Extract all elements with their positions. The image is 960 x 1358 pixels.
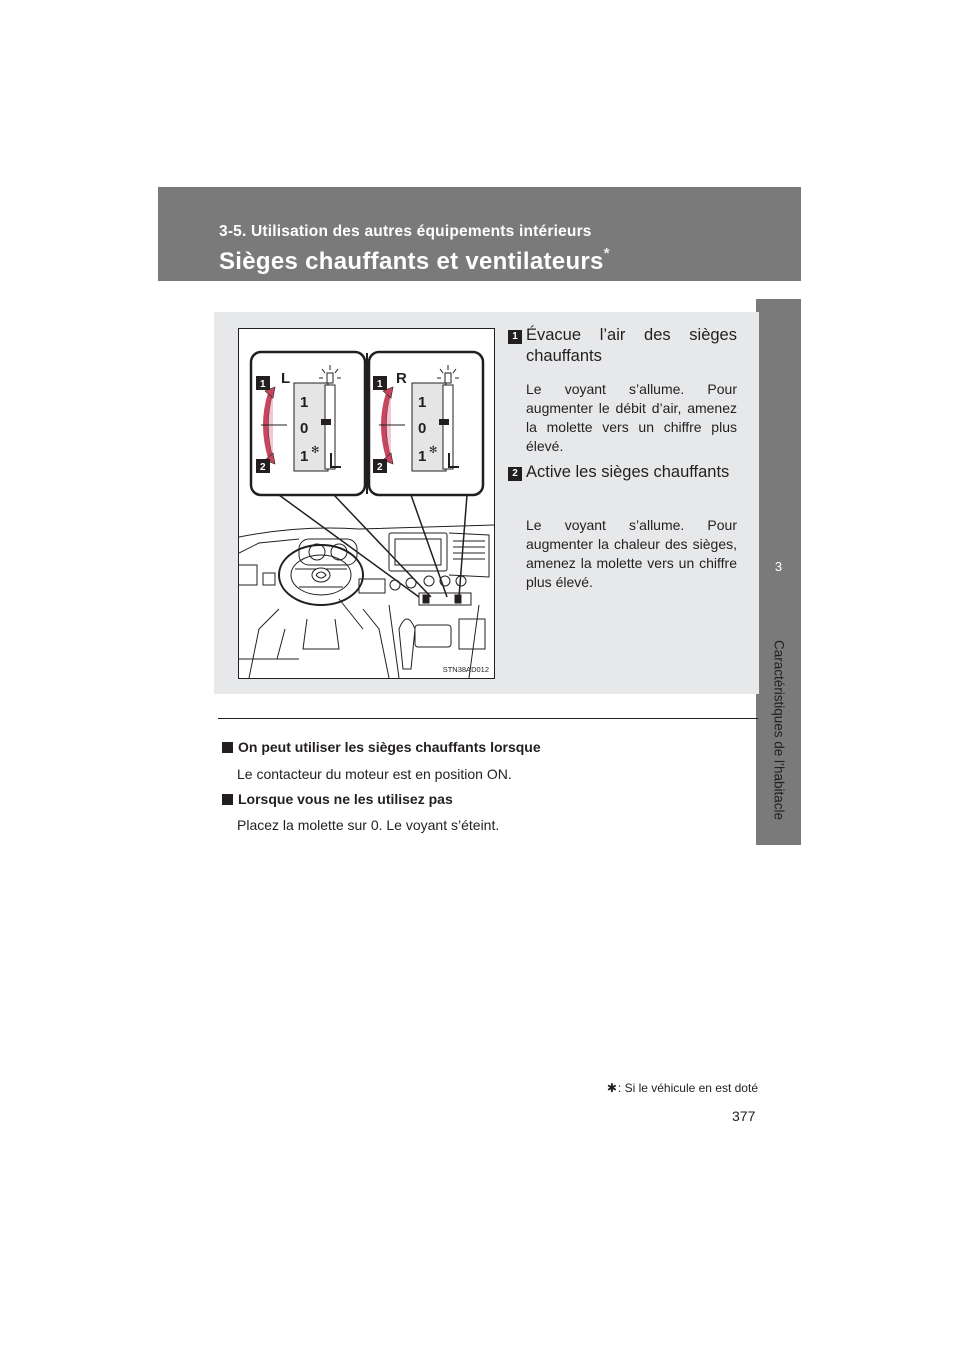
seat-heater-illustration — [238, 328, 495, 679]
callout-marker-2: 2 — [508, 467, 522, 481]
left-dial-label-top: 1 — [300, 394, 309, 411]
dashboard-drawing — [239, 525, 494, 678]
right-dial-label-middle: 0 — [418, 420, 427, 437]
section-divider — [218, 718, 758, 719]
section-label: 3-5. Utilisation des autres équipements intérieurs — [219, 223, 592, 240]
illustration-svg — [239, 329, 494, 678]
chapter-number: 3 — [774, 559, 783, 574]
note-1-text: Le contacteur du moteur est en position ON. — [237, 766, 512, 782]
note-1-heading — [222, 739, 541, 755]
note-2-heading-text: Lorsque vous ne les utilisez pas — [238, 791, 453, 807]
page-title-text: Sièges chauffants et ventilateurs — [219, 248, 604, 275]
footnote-text: : Si le véhicule en est doté — [617, 1081, 758, 1095]
callout-marker-1: 1 — [508, 330, 522, 344]
left-callout-marker-1: 1 — [260, 379, 266, 390]
svg-text:✻: ✻ — [429, 445, 438, 456]
left-callout-marker-2: 2 — [260, 462, 266, 473]
note-2-heading — [222, 791, 453, 807]
left-panel-label: L — [281, 370, 291, 387]
page-title — [219, 245, 610, 276]
note-2-text: Placez la molette sur 0. Le voyant s’éteint. — [237, 817, 500, 833]
right-dial-label-bottom: 1 — [418, 448, 427, 465]
footnote — [607, 1081, 758, 1095]
image-code: STN38AD012 — [442, 665, 489, 674]
left-dial-label-bottom: 1 — [300, 448, 309, 465]
right-dial-label-top: 1 — [418, 394, 427, 411]
note-1-heading-text: On peut utiliser les sièges chauffants lorsque — [238, 739, 541, 755]
callout-2-text: Le voyant s’allume. Pour augmenter la chaleur des sièges, amenez la molette vers un chiffre plus élevé. — [526, 517, 737, 590]
page-number: 377 — [732, 1108, 756, 1124]
footnote-asterisk-icon: ✱ — [606, 1081, 617, 1095]
callout-1-text: Le voyant s’allume. Pour augmenter le débit d’air, amenez la molette vers un chiffre plus élevé. — [526, 381, 737, 454]
svg-text:✻: ✻ — [311, 445, 320, 456]
right-callout-marker-1: 1 — [377, 379, 383, 390]
title-asterisk: * — [603, 245, 610, 262]
note-bullet-icon — [222, 794, 233, 805]
callout-1-title — [526, 325, 737, 367]
right-callout-marker-2: 2 — [377, 462, 383, 473]
chapter-title: Caractéristiques de l’habitacle — [771, 639, 787, 821]
callout-2-title: Active les sièges chauffants — [526, 463, 730, 481]
note-bullet-icon — [222, 742, 233, 753]
left-dial-label-middle: 0 — [300, 420, 309, 437]
callout-1-title-text: Évacue l’air des sièges chauffants — [526, 326, 737, 365]
right-panel-label: R — [396, 370, 407, 387]
